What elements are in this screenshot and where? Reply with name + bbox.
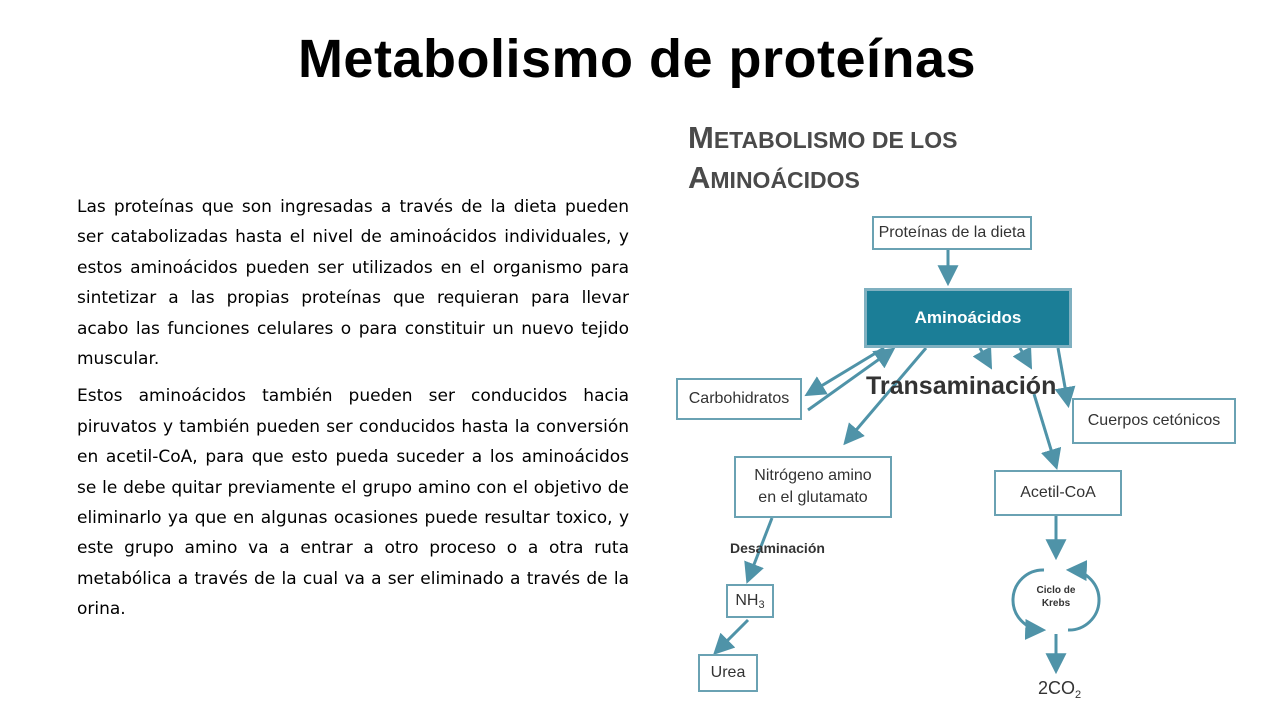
label-co2 [1038, 678, 1081, 699]
arrow-nh3-to-urea [716, 620, 748, 652]
box-proteinas-dieta: Proteínas de la dieta [872, 216, 1032, 250]
nitrogeno-line-2: en el glutamato [758, 489, 868, 506]
label-ciclo-krebs [1030, 584, 1082, 610]
diagram-title [688, 118, 957, 198]
paragraph-2: Estos aminoácidos también pueden ser conducidos hacia piruvatos y también pueden ser conducidos hasta la conversión en acetil-CoA, para que esto pueda suceder a los aminoácidos se le debe quitar previamente el grupo amino con el objetivo de eliminarlo ya que en algunas ocasiones puede resultar toxico, y este grupo amino va a entrar a otro proceso o a otra ruta metabólica a través de la cual va a ser eliminado a través de la orina. [77, 386, 629, 620]
arrow-aminoacidos-to-acetil [1034, 394, 1056, 466]
box-aminoacidos: Aminoácidos [864, 288, 1072, 348]
box-acetil-coa: Acetil-CoA [994, 470, 1122, 516]
box-carbohidratos: Carbohidratos [676, 378, 802, 420]
nh3-subscript: 3 [758, 599, 765, 611]
box-nh3 [726, 584, 774, 618]
arrow-aminoacidos-down-1 [980, 348, 990, 366]
label-transaminacion: Transaminación [866, 372, 1057, 400]
body-text [77, 192, 629, 632]
paragraph-1: Las proteínas que son ingresadas a través de la dieta pueden ser catabolizadas hasta el nivel de aminoácidos individuales, y estos aminoácidos pueden ser utilizados en el organismo para sintetizar a las propias proteínas que requieran para llevar acabo las funciones celulares o para constituir un nuevo tejido muscular. [77, 197, 629, 370]
label-desaminacion: Desaminación [730, 540, 825, 556]
arrow-aminoacidos-to-cetonicos [1058, 348, 1068, 404]
diagram-title-line-1: METABOLISMO DE LOS [688, 120, 958, 155]
co2-subscript: 2 [1075, 689, 1082, 701]
nh3-base: NH [735, 592, 759, 609]
ciclo-line-1: Ciclo de [1036, 585, 1076, 596]
ciclo-line-2: Krebs [1041, 598, 1071, 609]
nitrogeno-line-1: Nitrógeno amino [754, 467, 872, 484]
box-nitrogeno-amino [734, 456, 892, 518]
box-cuerpos-cetonicos: Cuerpos cetónicos [1072, 398, 1236, 444]
amino-acid-metabolism-diagram [664, 104, 1280, 720]
slide-title: Metabolismo de proteínas [297, 29, 977, 89]
diagram-title-line-2: AMINOÁCIDOS [688, 160, 860, 195]
box-urea: Urea [698, 654, 758, 692]
arrow-aminoacidos-down-2 [1020, 348, 1030, 366]
co2-base: 2CO [1038, 678, 1076, 698]
